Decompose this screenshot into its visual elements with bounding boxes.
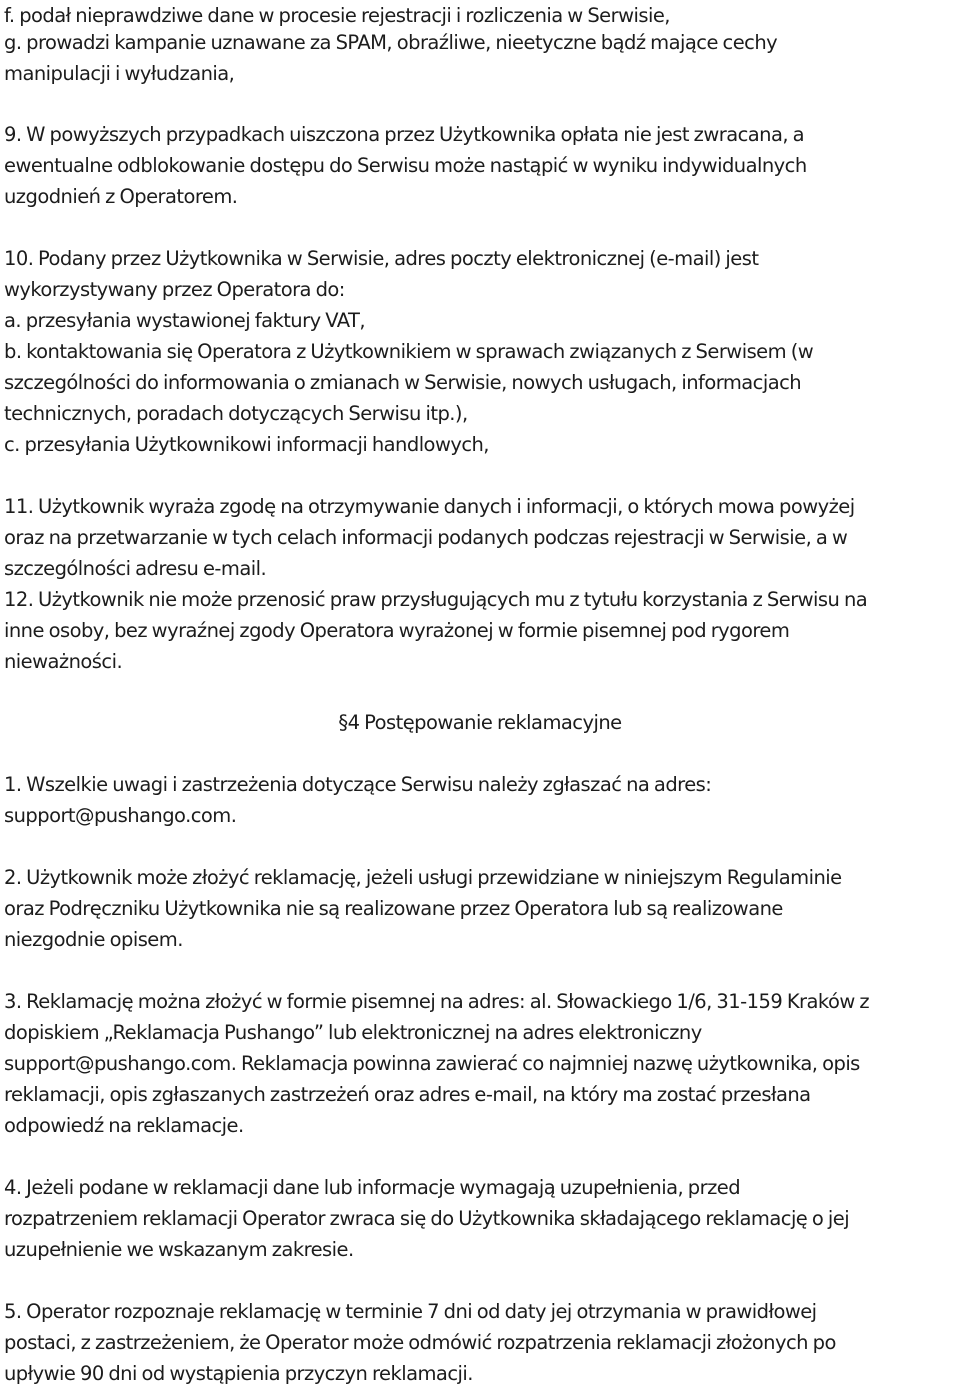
clause-10b-line-1: b. kontaktowania się Operatora z Użytkownikiem w sprawach związanych z Serwisem (w xyxy=(4,340,814,363)
clause-10a-line-1: a. przesyłania wystawionej faktury VAT, xyxy=(4,309,366,332)
complaint-5-line-2: postaci, z zastrzeżeniem, że Operator może odmówić rozpatrzenia reklamacji złożonych po xyxy=(4,1331,836,1354)
complaint-5-line-3: upływie 90 dni od wystąpienia przyczyn reklamacji. xyxy=(4,1362,473,1385)
section-heading: §4 Postępowanie reklamacyjne xyxy=(338,711,622,734)
clause-g-line-1: g. prowadzi kampanie uznawane za SPAM, obraźliwe, nieetyczne bądź mające cechy xyxy=(4,31,778,54)
clause-g-line-2: manipulacji i wyłudzania, xyxy=(4,62,235,85)
complaint-4-line-2: rozpatrzeniem reklamacji Operator zwraca się do Użytkownika składającego reklamację o jej xyxy=(4,1207,850,1230)
complaint-5-line-1: 5. Operator rozpoznaje reklamację w terminie 7 dni od daty jej otrzymania w prawidłowej xyxy=(4,1300,817,1323)
complaint-1-line-2: support@pushango.com. xyxy=(4,804,237,827)
clause-9-line-2: ewentualne odblokowanie dostępu do Serwisu może nastąpić w wyniku indywidualnych xyxy=(4,154,807,177)
complaint-2-line-3: niezgodnie opisem. xyxy=(4,928,183,951)
complaint-4-line-3: uzupełnienie we wskazanym zakresie. xyxy=(4,1238,354,1261)
clause-10b-line-2: szczególności do informowania o zmianach w Serwisie, nowych usługach, informacjach xyxy=(4,371,802,394)
clause-10c-line-1: c. przesyłania Użytkownikowi informacji handlowych, xyxy=(4,433,489,456)
complaint-3-line-3: support@pushango.com. Reklamacja powinna zawierać co najmniej nazwę użytkownika, opis xyxy=(4,1052,860,1075)
clause-11-line-3: szczególności adresu e-mail. xyxy=(4,557,267,580)
clause-10-line-1: 10. Podany przez Użytkownika w Serwisie, adres poczty elektronicznej (e-mail) jest xyxy=(4,247,759,270)
clause-f-line-1: f. podał nieprawdziwe dane w procesie rejestracji i rozliczenia w Serwisie, xyxy=(4,4,670,27)
complaint-2-line-2: oraz Podręczniku Użytkownika nie są realizowane przez Operatora lub są realizowane xyxy=(4,897,783,920)
clause-9-line-1: 9. W powyższych przypadkach uiszczona przez Użytkownika opłata nie jest zwracana, a xyxy=(4,123,805,146)
clause-9-line-3: uzgodnień z Operatorem. xyxy=(4,185,238,208)
complaint-3-line-1: 3. Reklamację można złożyć w formie pisemnej na adres: al. Słowackiego 1/6, 31-159 Kraków z xyxy=(4,990,870,1013)
complaint-2-line-1: 2. Użytkownik może złożyć reklamację, jeżeli usługi przewidziane w niniejszym Regulaminie xyxy=(4,866,842,889)
clause-11-line-1: 11. Użytkownik wyraża zgodę na otrzymywanie danych i informacji, o których mowa powyżej xyxy=(4,495,855,518)
clause-11-line-2: oraz na przetwarzanie w tych celach informacji podanych podczas rejestracji w Serwisie, a w xyxy=(4,526,848,549)
complaint-3-line-4: reklamacji, opis zgłaszanych zastrzeżeń oraz adres e-mail, na który ma zostać przesłana xyxy=(4,1083,811,1106)
complaint-4-line-1: 4. Jeżeli podane w reklamacji dane lub informacje wymagają uzupełnienia, przed xyxy=(4,1176,741,1199)
clause-10b-line-3: technicznych, poradach dotyczących Serwisu itp.), xyxy=(4,402,468,425)
clause-12-line-2: inne osoby, bez wyraźnej zgody Operatora wyrażonej w formie pisemnej pod rygorem xyxy=(4,619,790,642)
clause-12-line-1: 12. Użytkownik nie może przenosić praw przysługujących mu z tytułu korzystania z Serwisu na xyxy=(4,588,868,611)
clause-12-line-3: nieważności. xyxy=(4,650,123,673)
complaint-3-line-5: odpowiedź na reklamacje. xyxy=(4,1114,244,1137)
clause-10-line-2: wykorzystywany przez Operatora do: xyxy=(4,278,345,301)
complaint-3-line-2: dopiskiem „Reklamacja Pushango” lub elektronicznej na adres elektroniczny xyxy=(4,1021,702,1044)
complaint-1-line-1: 1. Wszelkie uwagi i zastrzeżenia dotyczące Serwisu należy zgłaszać na adres: xyxy=(4,773,712,796)
